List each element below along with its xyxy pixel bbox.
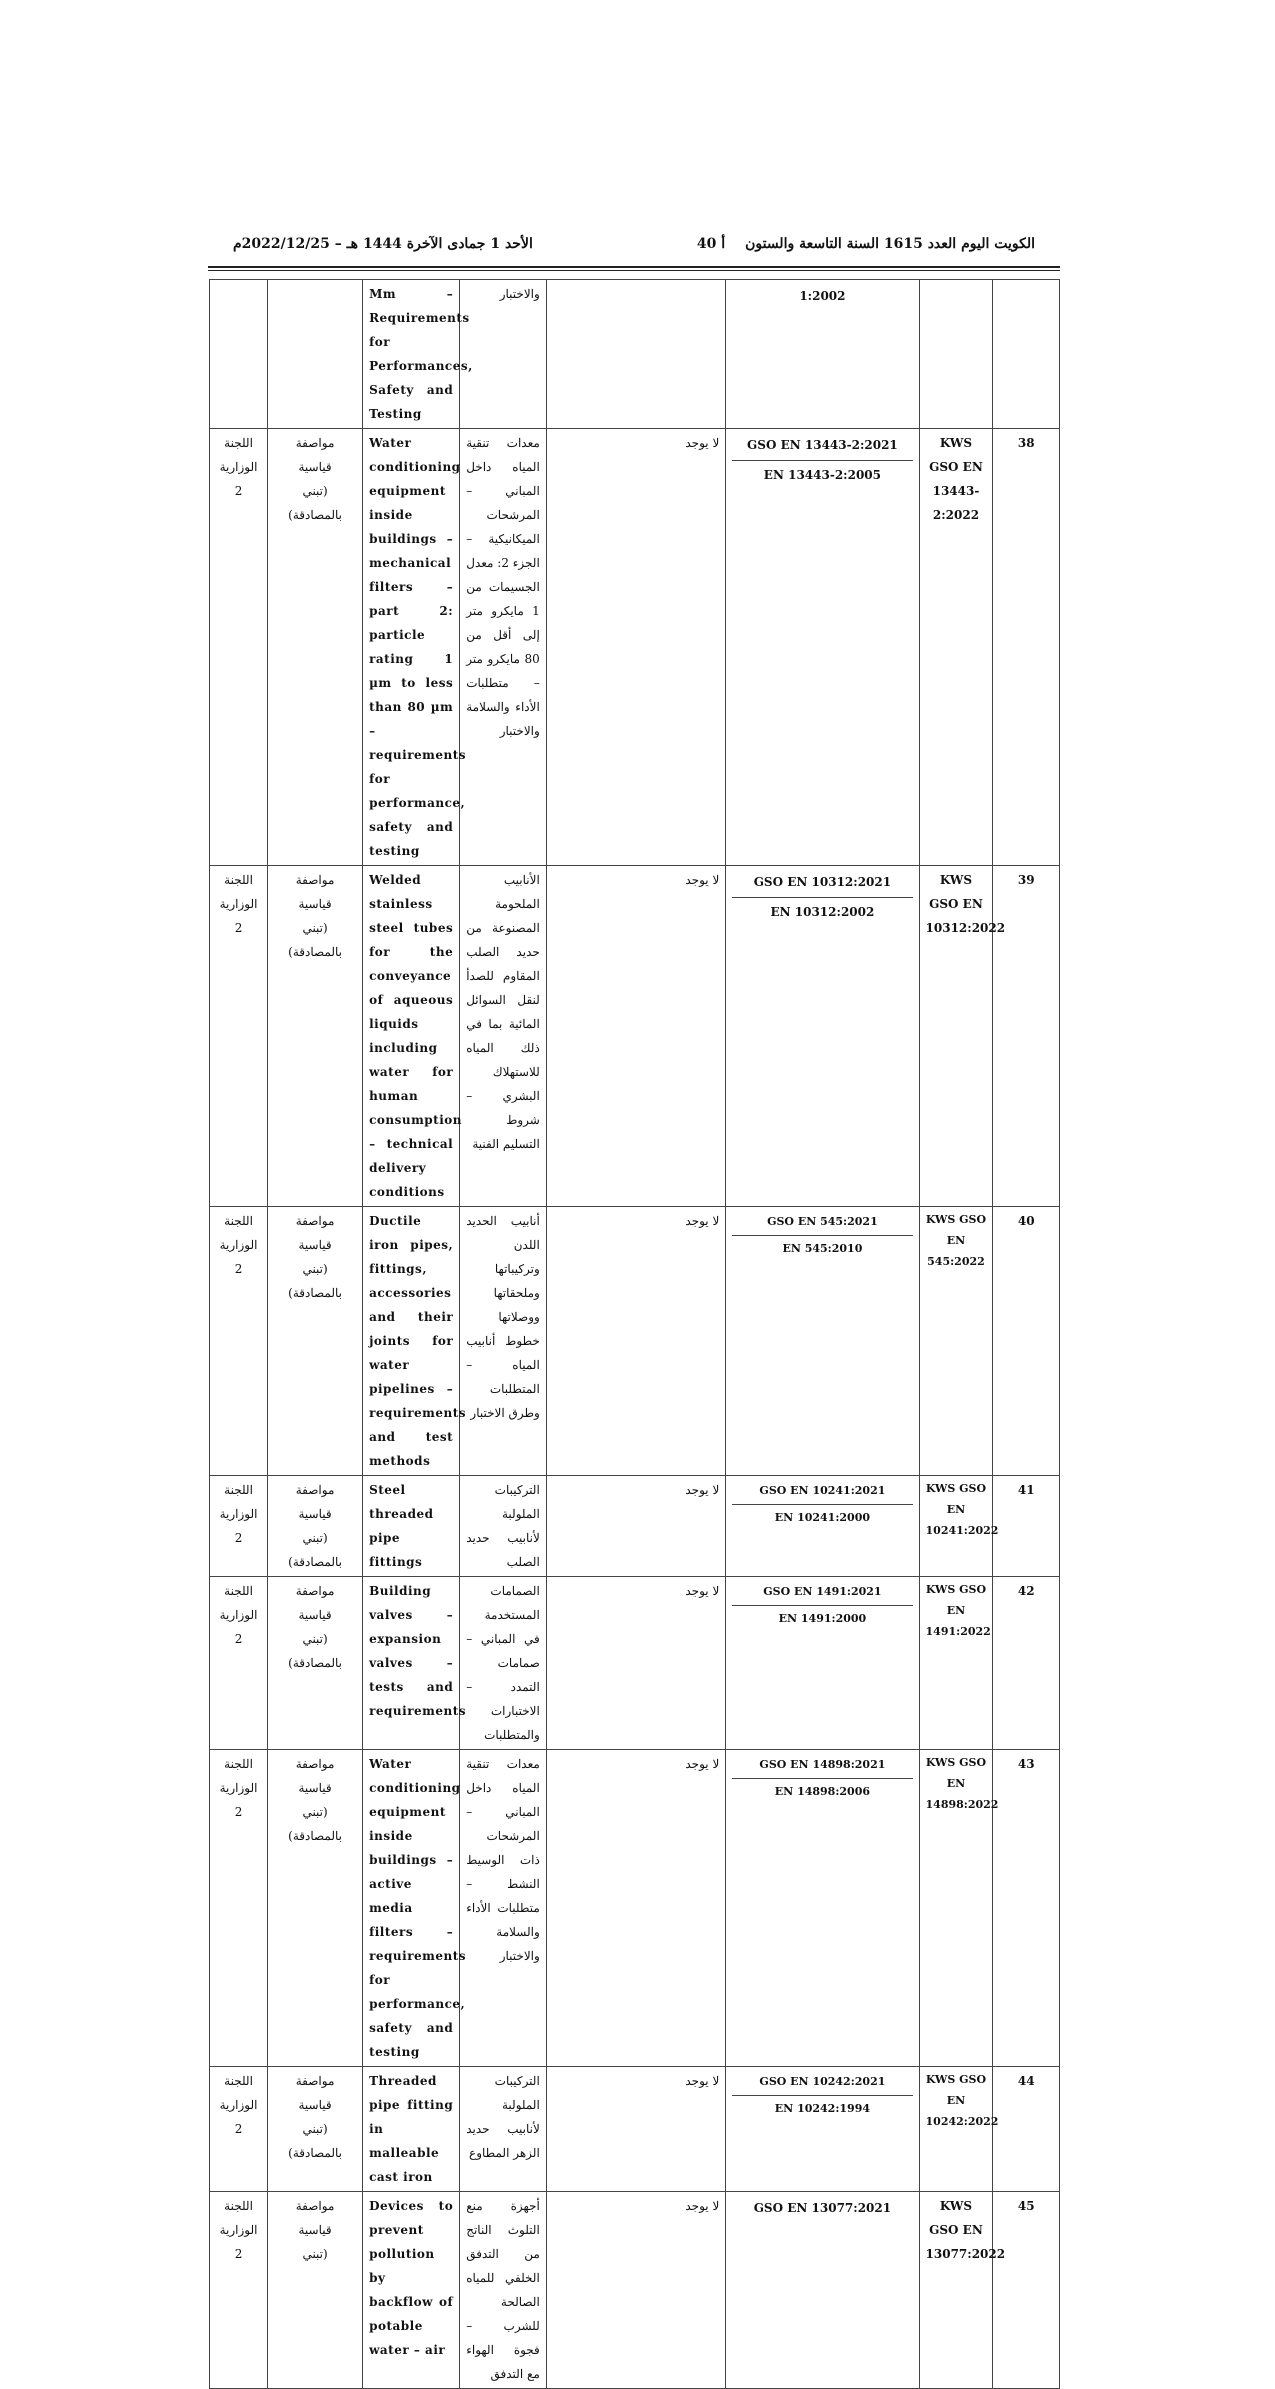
- standard-type: [268, 429, 363, 866]
- previous-standard-status: لا يوجد: [546, 866, 726, 1207]
- committee-line: الوزارية 2: [219, 1608, 258, 1646]
- standard-type: [268, 280, 363, 429]
- row-number: [993, 280, 1060, 429]
- committee: [210, 1207, 268, 1476]
- header-date: الأحد 1 جمادى الآخرة 1444 هـ – 2022/12/25م: [233, 236, 533, 252]
- en-reference: EN 10242:1994: [774, 2102, 871, 2115]
- gso-reference: GSO EN 10241:2021: [732, 1478, 912, 1505]
- reference-standards: [726, 1207, 919, 1476]
- committee: [210, 1476, 268, 1577]
- standard-type-line: قياسية: [298, 2098, 332, 2112]
- header-publication: الكويت اليوم العدد 1615 السنة التاسعة والستون: [745, 236, 1035, 252]
- committee-line: اللجنة: [224, 1214, 253, 1228]
- reference-standards: [726, 2067, 919, 2192]
- committee-line: الوزارية 2: [219, 1507, 258, 1545]
- page-header: [233, 236, 1035, 262]
- standard-type-line: مواصفة: [295, 1584, 335, 1598]
- standard-type: [268, 1207, 363, 1476]
- previous-standard-status: لا يوجد: [546, 2192, 726, 2389]
- reference-standards: [726, 1476, 919, 1577]
- table-row: [210, 1750, 1060, 2067]
- gso-reference: GSO EN 545:2021: [732, 1209, 912, 1236]
- standard-type: [268, 2192, 363, 2389]
- arabic-title: أجهزة منع التلوث الناتج من التدفق الخلفي للمياه الصالحة للشرب – فجوة الهواء مع التدفق: [460, 2192, 547, 2389]
- standard-type-line: قياسية: [298, 1238, 332, 1252]
- committee-line: الوزارية 2: [219, 897, 258, 935]
- committee-line: الوزارية 2: [219, 1781, 258, 1819]
- english-title: Threaded pipe fitting in malleable cast iron: [363, 2067, 460, 2192]
- en-reference: EN 13443-2:2005: [763, 468, 881, 482]
- table-row: [210, 866, 1060, 1207]
- committee: [210, 1750, 268, 2067]
- arabic-title: الصمامات المستخدمة في المباني – صمامات التمدد – الاختبارات والمتطلبات: [460, 1577, 547, 1750]
- english-title: Mm – Requirements for Performances, Safety and Testing: [363, 280, 460, 429]
- arabic-title: معدات تنقية المياه داخل المباني – المرشحات ذات الوسيط النشط – متطلبات الأداء والسلامة والاختبار: [460, 1750, 547, 2067]
- standard-type-line: قياسية: [298, 1507, 332, 1521]
- standard-type-line: (تبني: [302, 921, 328, 935]
- standard-type-line: مواصفة: [295, 1483, 335, 1497]
- kws-standard-code: KWS GSO EN 13443-2:2022: [919, 429, 993, 866]
- committee-line: اللجنة: [224, 1757, 253, 1771]
- standard-type-line: (تبني: [302, 484, 328, 498]
- reference-standards: [726, 2192, 919, 2389]
- standard-type-line: قياسية: [298, 2223, 332, 2237]
- standard-type: [268, 1577, 363, 1750]
- kws-standard-code: KWS GSO EN 10242:2022: [919, 2067, 993, 2192]
- standard-type-line: بالمصادقة): [288, 1286, 342, 1300]
- committee: [210, 280, 268, 429]
- kws-standard-code: KWS GSO EN 13077:2022: [919, 2192, 993, 2389]
- standard-type-line: قياسية: [298, 1608, 332, 1622]
- standard-type-line: قياسية: [298, 897, 332, 911]
- kws-standard-code: [919, 280, 993, 429]
- arabic-title: والاختبار: [460, 280, 547, 429]
- standard-type-line: بالمصادقة): [288, 2146, 342, 2160]
- row-number: 38: [993, 429, 1060, 866]
- committee: [210, 2067, 268, 2192]
- english-title: Water conditioning equipment inside buildings – active media filters – requirements for performance, safety and testing: [363, 1750, 460, 2067]
- reference-standards: [726, 429, 919, 866]
- en-reference: EN 10241:2000: [774, 1511, 871, 1524]
- reference-standards: [726, 1750, 919, 2067]
- standards-table: [209, 279, 1060, 2389]
- row-number: 39: [993, 866, 1060, 1207]
- gso-reference: GSO EN 14898:2021: [732, 1752, 912, 1779]
- gso-reference: GSO EN 13443-2:2021: [732, 431, 912, 461]
- standard-type-line: مواصفة: [295, 1214, 335, 1228]
- standard-type: [268, 866, 363, 1207]
- kws-standard-code: KWS GSO EN 10241:2022: [919, 1476, 993, 1577]
- english-title: Building valves – expansion valves – tests and requirements: [363, 1577, 460, 1750]
- committee-line: اللجنة: [224, 2074, 253, 2088]
- table-row: [210, 2067, 1060, 2192]
- previous-standard-status: لا يوجد: [546, 2067, 726, 2192]
- previous-standard-status: لا يوجد: [546, 1577, 726, 1750]
- standard-type-line: (تبني: [302, 2247, 328, 2261]
- standard-type-line: بالمصادقة): [288, 1656, 342, 1670]
- row-number: 44: [993, 2067, 1060, 2192]
- committee-line: الوزارية 2: [219, 2098, 258, 2136]
- english-title: Devices to prevent pollution by backflow of potable water – air: [363, 2192, 460, 2389]
- standard-type-line: مواصفة: [295, 873, 335, 887]
- committee: [210, 429, 268, 866]
- kws-standard-code: KWS GSO EN 14898:2022: [919, 1750, 993, 2067]
- table-row: [210, 1207, 1060, 1476]
- row-number: 43: [993, 1750, 1060, 2067]
- reference-standards: [726, 866, 919, 1207]
- previous-standard-status: لا يوجد: [546, 1476, 726, 1577]
- standard-type-line: (تبني: [302, 1632, 328, 1646]
- header-rule-thin: [208, 270, 1060, 271]
- standard-type-line: (تبني: [302, 1805, 328, 1819]
- standard-type-line: مواصفة: [295, 436, 335, 450]
- committee-line: اللجنة: [224, 2199, 253, 2213]
- header-page-number: أ 40: [696, 236, 726, 252]
- standard-type-line: (تبني: [302, 1531, 328, 1545]
- en-reference: EN 10312:2002: [770, 905, 875, 919]
- arabic-title: التركيبات الملولبة لأنابيب حديد الزهر المطاوع: [460, 2067, 547, 2192]
- previous-standard-status: لا يوجد: [546, 429, 726, 866]
- standard-type-line: بالمصادقة): [288, 1555, 342, 1569]
- en-reference: EN 545:2010: [782, 1242, 863, 1255]
- table-row: [210, 1476, 1060, 1577]
- committee: [210, 866, 268, 1207]
- standard-type-line: مواصفة: [295, 2199, 335, 2213]
- standard-type: [268, 2067, 363, 2192]
- standard-type-line: قياسية: [298, 460, 332, 474]
- standard-type-line: (تبني: [302, 1262, 328, 1276]
- committee: [210, 2192, 268, 2389]
- previous-standard-status: لا يوجد: [546, 1207, 726, 1476]
- standard-type-line: بالمصادقة): [288, 945, 342, 959]
- standard-type-line: مواصفة: [295, 1757, 335, 1771]
- table-row: [210, 2192, 1060, 2389]
- english-title: Water conditioning equipment inside buildings – mechanical filters – part 2: particle rating 1 µm to less than 80 µm – requirements for performance, safety and testing: [363, 429, 460, 866]
- standard-type: [268, 1750, 363, 2067]
- kws-standard-code: KWS GSO EN 10312:2022: [919, 866, 993, 1207]
- english-title: Ductile iron pipes, fittings, accessories and their joints for water pipelines – requirements and test methods: [363, 1207, 460, 1476]
- kws-standard-code: KWS GSO EN 545:2022: [919, 1207, 993, 1476]
- committee-line: الوزارية 2: [219, 460, 258, 498]
- standard-type-line: (تبني: [302, 2122, 328, 2136]
- table-row: [210, 280, 1060, 429]
- standard-type-line: بالمصادقة): [288, 508, 342, 522]
- standard-type-line: مواصفة: [295, 2074, 335, 2088]
- arabic-title: الأنابيب الملحومة المصنوعة من حديد الصلب المقاوم للصدأ لنقل السوائل المائية بما في ذلك المياه للاستهلاك البشري – شروط التسليم الفنية: [460, 866, 547, 1207]
- committee-line: اللجنة: [224, 1483, 253, 1497]
- committee-line: الوزارية 2: [219, 1238, 258, 1276]
- standard-type-line: قياسية: [298, 1781, 332, 1795]
- standard-type: [268, 1476, 363, 1577]
- previous-standard-status: لا يوجد: [546, 1750, 726, 2067]
- table-row: [210, 429, 1060, 866]
- en-reference: EN 14898:2006: [774, 1785, 871, 1798]
- committee: [210, 1577, 268, 1750]
- header-rule: [208, 266, 1060, 268]
- kws-standard-code: KWS GSO EN 1491:2022: [919, 1577, 993, 1750]
- arabic-title: أنابيب الحديد اللدن وتركيباتها وملحقاتها ووصلاتها خطوط أنابيب المياه – المتطلبات وطرق الاختبار: [460, 1207, 547, 1476]
- reference-standards: [726, 1577, 919, 1750]
- committee-line: اللجنة: [224, 873, 253, 887]
- committee-line: الوزارية 2: [219, 2223, 258, 2261]
- previous-standard-status: [546, 280, 726, 429]
- reference-standards: [726, 280, 919, 429]
- table-row: [210, 1577, 1060, 1750]
- arabic-title: التركيبات الملولبة لأنابيب حديد الصلب: [460, 1476, 547, 1577]
- en-reference: EN 1491:2000: [778, 1612, 867, 1625]
- gso-reference: 1:2002: [799, 289, 846, 303]
- gso-reference: GSO EN 10242:2021: [732, 2069, 912, 2096]
- english-title: Welded stainless steel tubes for the conveyance of aqueous liquids including water for human consumption – technical delivery conditions: [363, 866, 460, 1207]
- standard-type-line: بالمصادقة): [288, 1829, 342, 1843]
- gso-reference: GSO EN 13077:2021: [753, 2201, 892, 2215]
- gso-reference: GSO EN 10312:2021: [732, 868, 912, 898]
- row-number: 42: [993, 1577, 1060, 1750]
- row-number: 45: [993, 2192, 1060, 2389]
- row-number: 40: [993, 1207, 1060, 1476]
- english-title: Steel threaded pipe fittings: [363, 1476, 460, 1577]
- row-number: 41: [993, 1476, 1060, 1577]
- gso-reference: GSO EN 1491:2021: [732, 1579, 912, 1606]
- arabic-title: معدات تنقية المياه داخل المباني – المرشحات الميكانيكية – الجزء 2: معدل الجسيمات من 1 مايكرو متر إلى أقل من 80 مايكرو متر – متطلبات الأداء والسلامة والاختبار: [460, 429, 547, 866]
- committee-line: اللجنة: [224, 436, 253, 450]
- committee-line: اللجنة: [224, 1584, 253, 1598]
